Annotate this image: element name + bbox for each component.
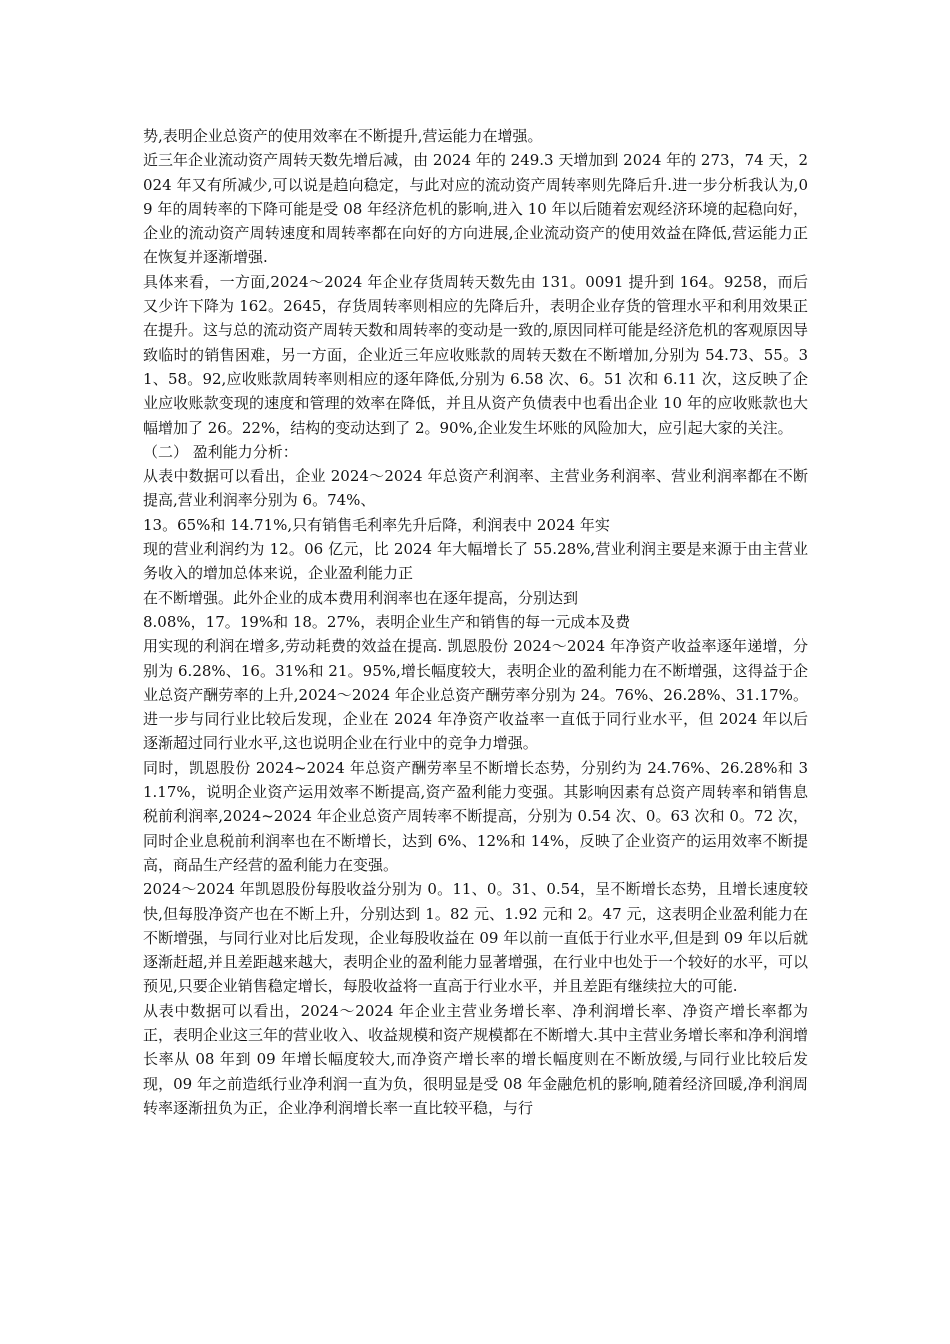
paragraph-current-asset-turnover: 近三年企业流动资产周转天数先增后减，由 2024 年的 249.3 天增加到 2024 年的 273，74 天，2024 年又有所减少,可以说是趋向稳定，与此对应的流动资产周转率则先降后升.进一步分析我认为,09 年的周转率的下降可能是受 08 年经济危机的影响,进入 10 年以后随着宏观经济环境的起稳向好，企业的流动资产周转速度和周转率都在向好的方向进展,企业流动资产的使用效益在降低,营运能力正在恢复并逐渐增强. [143, 151, 808, 267]
paragraph-line-cost-profit: 在不断增强。此外企业的成本费用利润率也在逐年提高，分别达到 [143, 588, 579, 607]
paragraph-line-gross-margin: 13。65%和 14.71%,只有销售毛利率先升后降，利润表中 2024 年实 [143, 515, 610, 534]
paragraph-roe: 用实现的利润在增多,劳动耗费的效益在提高. 凯恩股份 2024～2024 年净资产收益率逐年递增，分别为 6.28%、16。31%和 21。95%,增长幅度较大，表明企业的盈利能力在不断增强，这得益于企业总资产酬劳率的上升,2024～2024 年企业总资产酬劳率分别为 24。76%、26.28%、31.17%。进一步与同行业比较后发现，企业在 2024 年净资产收益率一直低于同行业水平，但 2024 年以后逐渐超过同行业水平,这也说明企业在行业中的竞争力增强。 [143, 637, 808, 753]
paragraph-profit-margins: 从表中数据可以看出，企业 2024～2024 年总资产利润率、主营业务利润率、营业利润率都在不断提高,营业利润率分别为 6。74%、 [143, 467, 808, 510]
section-heading-profitability: （二） 盈利能力分析： [143, 442, 298, 461]
paragraph-line-cost-profit-values: 8.08%，17。19%和 18。27%，表明企业生产和销售的每一元成本及费 [143, 612, 631, 631]
paragraph-inventory-receivables: 具体来看，一方面,2024～2024 年企业存货周转天数先由 131。0091 提升到 164。9258，而后又少许下降为 162。2645，存货周转率则相应的先降后升，表明企业存货的管理水平和利用效果正在提升。这与总的流动资产周转天数和周转率的变动是一致的,原因同样可能是经济危机的客观原因导致临时的销售困难，另一方面，企业近三年应收账款的周转天数在不断增加,分别为 54.73、55。31、58。92,应收账款周转率则相应的逐年降低,分别为 6.58 次、6。51 次和 6.11 次，这反映了企业应收账款变现的速度和管理的效率在降低，并且从资产负债表中也看出企业 10 年的应收账款也大幅增加了 26。22%，结构的变动达到了 2。90%,企业发生坏账的风险加大，应引起大家的关注。 [143, 272, 808, 437]
document-body [143, 124, 808, 1120]
paragraph-growth: 从表中数据可以看出，2024～2024 年企业主营业务增长率、净利润增长率、净资产增长率都为正，表明企业这三年的营业收入、收益规模和资产规模都在不断增大.其中主营业务增长率和净利润增长率从 08 年到 09 年增长幅度较大,而净资产增长率的增长幅度则在不断放缓,与同行业比较后发现，09 年之前造纸行业净利润一直为负，很明显是受 08 年金融危机的影响,随着经济回暖,净利润周转率逐渐扭负为正，企业净利润增长率一直比较平稳，与行 [143, 1001, 808, 1117]
paragraph-eps: 2024～2024 年凯恩股份每股收益分别为 0。11、0。31、0.54，呈不断增长态势，且增长速度较快,但每股净资产也在不断上升，分别达到 1。82 元、1.92 元和 2。47 元，这表明企业盈利能力在不断增强，与同行业对比后发现，企业每股收益在 09 年以前一直低于行业水平,但是到 09 年以后就逐渐赶超,并且差距越来越大，表明企业的盈利能力显著增强，在行业中也处于一个较好的水平，可以预见,只要企业销售稳定增长，每股收益将一直高于行业水平，并且差距有继续拉大的可能. [143, 880, 808, 996]
paragraph-asset-efficiency: 势,表明企业总资产的使用效率在不断提升,营运能力在增强。 [143, 127, 543, 145]
paragraph-total-asset-return: 同时，凯恩股份 2024~2024 年总资产酬劳率呈不断增长态势，分别约为 24.76%、26.28%和 31.17%，说明企业资产运用效率不断提高,资产盈利能力变强。其影响因素有总资产周转率和销售息税前利润率,2024~2024 年企业总资产周转率不断提高，分别为 0.54 次、0。63 次和 0。72 次，同时企业息税前利润率也在不断增长，达到 6%、12%和 14%，反映了企业资产的运用效率不断提高，商品生产经营的盈利能力在变强。 [143, 758, 808, 874]
paragraph-line-operating-profit: 现的营业利润约为 12。06 亿元，比 2024 年大幅增长了 55.28%,营业利润主要是来源于由主营业务收入的增加总体来说，企业盈利能力正 [143, 540, 808, 583]
